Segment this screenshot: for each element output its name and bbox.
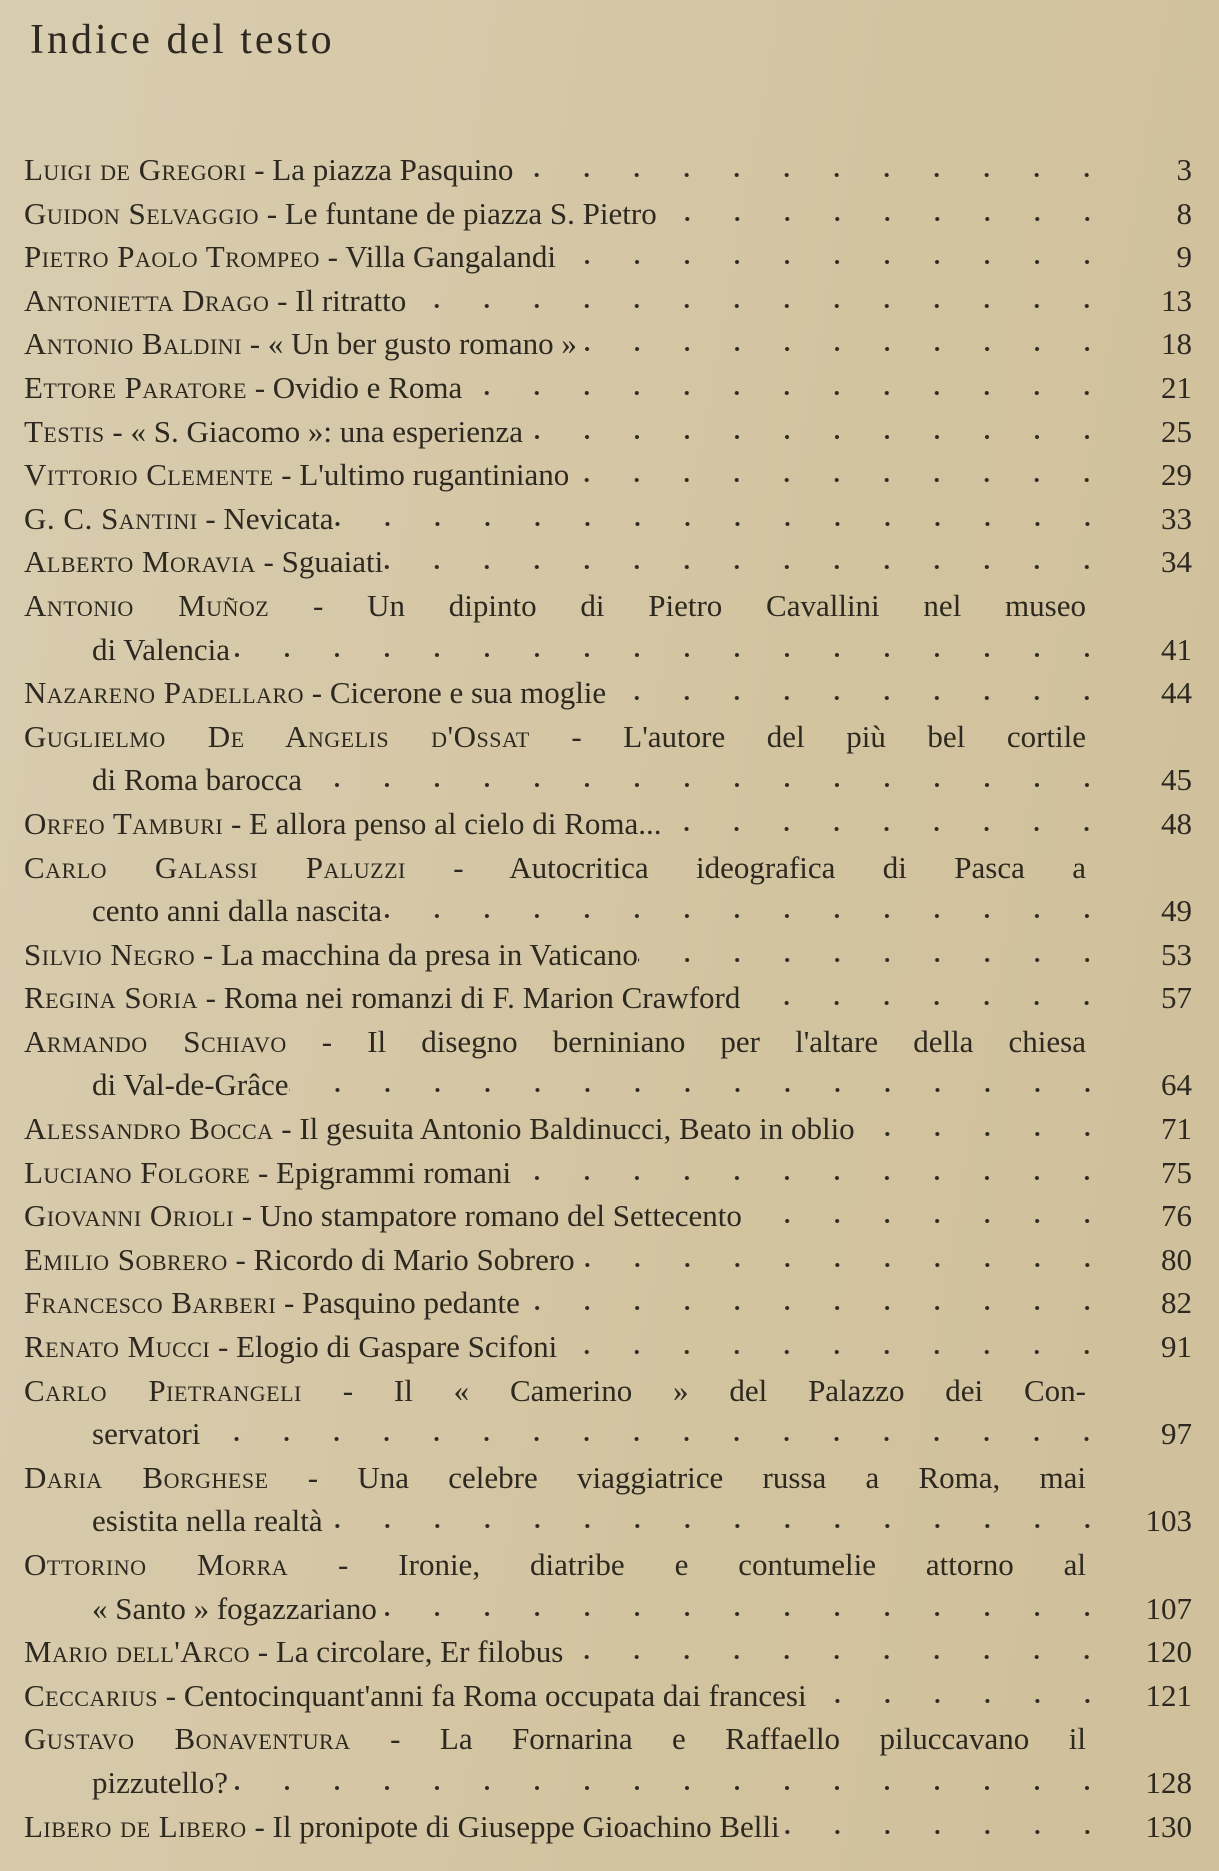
- separator: -: [268, 1459, 358, 1495]
- separator: -: [286, 1023, 368, 1059]
- entry-author: Testis: [24, 413, 105, 449]
- dot-leader: [302, 770, 1112, 790]
- entry-author: Luigi de Gregori: [24, 152, 247, 187]
- toc-entry: [24, 1543, 1192, 1587]
- toc-entry: [24, 802, 1192, 846]
- toc-entry: [24, 1456, 1192, 1500]
- entry-author: Mario dell'Arco: [24, 1634, 251, 1670]
- separator: -: [273, 1111, 300, 1147]
- separator: -: [529, 718, 624, 754]
- entry-heading: [24, 279, 406, 323]
- entry-author: G. C. Santini: [24, 500, 198, 536]
- page-number: 13: [1161, 282, 1192, 318]
- toc-entry: [24, 846, 1192, 890]
- entry-title: Il pronipote di Giuseppe Gioachino Belli: [272, 1808, 780, 1844]
- separator: -: [288, 1547, 399, 1582]
- toc-entry: [24, 1630, 1192, 1674]
- separator: -: [250, 1634, 276, 1670]
- entry-title: Autocritica ideografica di Pasca a: [509, 849, 1086, 885]
- toc-entry-continuation: [24, 1499, 1192, 1543]
- entry-author: Alessandro Bocca: [24, 1111, 274, 1147]
- entry-title-continuation: di Roma barocca: [92, 762, 303, 798]
- toc-entry: [24, 497, 1192, 541]
- dot-leader: [780, 1817, 1112, 1837]
- toc-entry: [24, 1238, 1192, 1282]
- entry-heading: [24, 453, 569, 497]
- entry-heading: [24, 540, 383, 584]
- toc-entry: [24, 1151, 1192, 1195]
- toc-entry: [24, 976, 1192, 1020]
- toc-entry: [24, 1674, 1192, 1718]
- toc-entry: [24, 1020, 1192, 1064]
- separator: -: [233, 1198, 260, 1234]
- separator: -: [227, 1241, 254, 1277]
- entry-title: Epigrammi romani: [276, 1154, 512, 1190]
- toc-entry: [24, 715, 1192, 759]
- entry-heading: [24, 1805, 780, 1849]
- entry-author: Renato Mucci: [24, 1329, 211, 1365]
- entry-heading: [24, 802, 661, 846]
- separator: -: [157, 1677, 184, 1713]
- separator: -: [246, 152, 273, 187]
- separator: -: [223, 805, 250, 841]
- toc-entry: [24, 148, 1192, 192]
- dot-leader: [657, 204, 1112, 224]
- dot-leader: [569, 465, 1112, 485]
- dot-leader: [557, 1337, 1112, 1357]
- page-number: 82: [1161, 1285, 1192, 1321]
- entry-author: Antonio Muñoz: [24, 587, 270, 623]
- entry-title: Pasquino pedante: [302, 1285, 520, 1321]
- entry-heading: [24, 1369, 1086, 1413]
- entry-author: Vittorio Clemente: [24, 457, 274, 493]
- page-number: 97: [1161, 1416, 1192, 1452]
- entry-author: Antonietta Drago: [24, 282, 270, 318]
- page-number: 57: [1161, 980, 1192, 1016]
- separator: -: [269, 282, 296, 318]
- entry-title: La macchina da presa in Vaticano: [220, 936, 638, 972]
- entry-author: Carlo Pietrangeli: [24, 1372, 302, 1408]
- entry-title-continuation: cento anni dalla nascita: [92, 893, 383, 929]
- entry-title: L'ultimo rugantiniano: [299, 457, 570, 493]
- toc-entry: [24, 584, 1192, 628]
- page-number: 44: [1161, 675, 1192, 711]
- toc-entry: [24, 279, 1192, 323]
- entry-author: Luciano Folgore: [24, 1154, 251, 1190]
- toc-entry-continuation: [24, 758, 1192, 802]
- separator: -: [301, 1372, 394, 1408]
- dot-leader: [807, 1686, 1112, 1706]
- toc-entry: [24, 410, 1192, 454]
- entry-author: Carlo Galassi Paluzzi: [24, 849, 406, 885]
- page-number: 18: [1161, 326, 1192, 362]
- entry-author: Orfeo Tamburi: [24, 805, 224, 841]
- toc-entry-continuation: [24, 628, 1192, 672]
- entry-heading: [24, 1456, 1086, 1500]
- toc-entry: [24, 322, 1192, 366]
- entry-title-continuation: pizzutello?: [92, 1764, 228, 1800]
- entry-author: Ceccarius: [24, 1677, 158, 1713]
- page-number: 121: [1145, 1677, 1192, 1713]
- toc-entry-continuation: [24, 1761, 1192, 1805]
- dot-leader: [556, 247, 1112, 267]
- entry-heading: [24, 584, 1086, 628]
- entry-title: Ricordo di Mario Sobrero: [253, 1241, 575, 1277]
- page-number: 91: [1161, 1329, 1192, 1365]
- entry-heading: [24, 1020, 1086, 1064]
- separator: -: [104, 413, 131, 449]
- entry-title: Il disegno berniniano per l'altare della chiesa: [367, 1023, 1086, 1059]
- dot-leader: [575, 1250, 1112, 1270]
- dot-leader: [406, 291, 1112, 311]
- table-of-contents: [24, 148, 1192, 1848]
- entry-title: Il « Camerino » del Palazzo dei Con-: [393, 1372, 1086, 1408]
- entry-heading: [24, 1630, 563, 1674]
- toc-entry: [24, 453, 1192, 497]
- entry-heading: [24, 148, 513, 192]
- entry-title-continuation: servatori: [92, 1416, 201, 1452]
- page-number: 34: [1161, 544, 1192, 580]
- entry-heading: [24, 192, 657, 236]
- entry-title: La piazza Pasquino: [272, 152, 514, 187]
- entry-title: Sguaiati: [281, 544, 384, 580]
- toc-entry: [24, 192, 1192, 236]
- entry-author: Giovanni Orioli: [24, 1198, 234, 1234]
- page-number: 103: [1145, 1503, 1192, 1539]
- separator: -: [405, 849, 510, 885]
- page-title: Indice del testo: [30, 17, 335, 63]
- entry-author: Daria Borghese: [24, 1459, 269, 1495]
- entry-author: Silvio Negro: [24, 936, 196, 972]
- dot-leader: [513, 160, 1112, 180]
- entry-title: La Fornarina e Raffaello piluccavano il: [439, 1721, 1086, 1757]
- page-number: 53: [1161, 936, 1192, 972]
- separator: -: [259, 195, 285, 231]
- entry-heading: [24, 1674, 807, 1718]
- toc-entry: [24, 1281, 1192, 1325]
- entry-heading: [24, 322, 577, 366]
- entry-title: La circolare, Er filobus: [275, 1634, 564, 1670]
- entry-heading: [24, 235, 556, 279]
- entry-title: Una celebre viaggiatrice russa a Roma, mai: [357, 1459, 1086, 1495]
- page-number: 128: [1145, 1764, 1192, 1800]
- entry-author: Guglielmo De Angelis d'Ossat: [24, 718, 530, 754]
- dot-leader: [462, 378, 1112, 398]
- entry-heading: [24, 1151, 511, 1195]
- entry-title-continuation: di Val-de-Grâce: [92, 1067, 289, 1103]
- page-number: 33: [1161, 500, 1192, 536]
- entry-title: Villa Gangalandi: [345, 239, 556, 275]
- entry-heading: [24, 933, 638, 977]
- dot-leader: [382, 901, 1112, 921]
- dot-leader: [228, 1773, 1112, 1793]
- separator: -: [255, 544, 282, 580]
- entry-title: Il ritratto: [295, 282, 407, 318]
- toc-entry: [24, 540, 1192, 584]
- dot-leader: [520, 1293, 1112, 1313]
- entry-heading: [24, 1717, 1086, 1761]
- page-number: 76: [1161, 1198, 1192, 1234]
- toc-entry-continuation: [24, 1412, 1192, 1456]
- separator: -: [276, 1285, 303, 1321]
- dot-leader: [383, 552, 1112, 572]
- separator: -: [304, 675, 330, 711]
- dot-leader: [377, 1599, 1112, 1619]
- separator: -: [319, 239, 346, 275]
- separator: -: [197, 980, 224, 1016]
- entry-title: Cicerone e sua moglie: [329, 675, 607, 711]
- entry-author: Gustavo Bonaventura: [24, 1721, 351, 1757]
- toc-entry: [24, 1107, 1192, 1151]
- toc-entry-continuation: [24, 889, 1192, 933]
- dot-leader: [289, 1075, 1112, 1095]
- page-number: 107: [1145, 1590, 1192, 1626]
- page-number: 8: [1176, 195, 1192, 231]
- entry-title: « S. Giacomo »: una esperienza: [130, 413, 523, 449]
- entry-author: Pietro Paolo Trompeo: [24, 239, 320, 275]
- page-number: 9: [1176, 239, 1192, 275]
- page-number: 120: [1145, 1634, 1192, 1670]
- toc-entry: [24, 671, 1192, 715]
- toc-entry: [24, 1717, 1192, 1761]
- page-number: 75: [1161, 1154, 1192, 1190]
- entry-title: Ovidio e Roma: [272, 369, 463, 405]
- page-number: 71: [1161, 1111, 1192, 1147]
- entry-heading: [24, 1281, 520, 1325]
- entry-author: Regina Soria: [24, 980, 198, 1016]
- entry-title-continuation: di Valencia: [92, 631, 231, 667]
- entry-heading: [24, 1543, 1086, 1587]
- entry-title: Roma nei romanzi di F. Marion Crawford: [223, 980, 741, 1016]
- page-number: 25: [1161, 413, 1192, 449]
- toc-entry: [24, 1369, 1192, 1413]
- page-number: 64: [1161, 1067, 1192, 1103]
- dot-leader: [563, 1642, 1112, 1662]
- dot-leader: [740, 988, 1112, 1008]
- entry-heading: [24, 846, 1086, 890]
- page-number: 29: [1161, 457, 1192, 493]
- entry-heading: [24, 410, 523, 454]
- page-number: 49: [1161, 893, 1192, 929]
- separator: -: [250, 1154, 277, 1190]
- entry-author: Nazareno Padellaro: [24, 675, 305, 711]
- toc-entry: [24, 1194, 1192, 1238]
- dot-leader: [638, 945, 1112, 965]
- page-number: 3: [1176, 152, 1192, 187]
- entry-author: Ettore Paratore: [24, 369, 247, 405]
- dot-leader: [577, 334, 1112, 354]
- separator: -: [242, 326, 268, 362]
- separator: -: [273, 457, 300, 493]
- separator: -: [195, 936, 221, 972]
- page-number: 80: [1161, 1241, 1192, 1277]
- page-number: 45: [1161, 762, 1192, 798]
- dot-leader: [323, 1511, 1112, 1531]
- entry-heading: [24, 671, 606, 715]
- separator: -: [350, 1721, 440, 1757]
- entry-heading: [24, 715, 1086, 759]
- entry-author: Francesco Barberi: [24, 1285, 277, 1321]
- toc-entry: [24, 1805, 1192, 1849]
- entry-heading: [24, 1238, 575, 1282]
- toc-entry: [24, 933, 1192, 977]
- toc-entry-continuation: [24, 1063, 1192, 1107]
- separator: -: [197, 500, 224, 536]
- separator: -: [246, 369, 273, 405]
- dot-leader: [855, 1119, 1112, 1139]
- entry-title: Uno stampatore romano del Settecento: [259, 1198, 742, 1234]
- dot-leader: [230, 640, 1112, 660]
- entry-title: Elogio di Gaspare Scifoni: [236, 1329, 558, 1365]
- entry-title: E allora penso al cielo di Roma...: [249, 805, 662, 841]
- entry-author: Emilio Sobrero: [24, 1241, 228, 1277]
- entry-author: Armando Schiavo: [24, 1023, 287, 1059]
- entry-author: Guidon Selvaggio: [24, 195, 260, 231]
- entry-heading: [24, 497, 334, 541]
- entry-title: Le funtane de piazza S. Pietro: [284, 195, 657, 231]
- entry-author: Libero de Libero: [24, 1808, 247, 1844]
- entry-title: Ironie, diatribe e contumelie attorno al: [398, 1547, 1086, 1582]
- entry-heading: [24, 1325, 557, 1369]
- dot-leader: [661, 814, 1112, 834]
- entry-title: Un dipinto di Pietro Cavallini nel museo: [367, 587, 1086, 623]
- entry-title: Centocinquant'anni fa Roma occupata dai francesi: [183, 1677, 807, 1713]
- entry-title: « Un ber gusto romano »: [267, 326, 577, 362]
- dot-leader: [742, 1206, 1112, 1226]
- toc-entry: [24, 1325, 1192, 1369]
- toc-entry: [24, 235, 1192, 279]
- entry-heading: [24, 976, 740, 1020]
- entry-author: Ottorino Morra: [24, 1547, 289, 1582]
- entry-heading: [24, 1107, 855, 1151]
- toc-entry-continuation: [24, 1587, 1192, 1631]
- dot-leader: [606, 683, 1112, 703]
- page-number: 41: [1161, 631, 1192, 667]
- page-number: 48: [1161, 805, 1192, 841]
- page-number: 21: [1161, 369, 1192, 405]
- dot-leader: [334, 509, 1112, 529]
- entry-title: Nevicata: [223, 500, 334, 536]
- dot-leader: [200, 1424, 1112, 1444]
- separator: -: [269, 587, 368, 623]
- entry-author: Alberto Moravia: [24, 544, 256, 580]
- separator: -: [246, 1808, 273, 1844]
- entry-author: Antonio Baldini: [24, 326, 242, 362]
- dot-leader: [511, 1163, 1112, 1183]
- entry-title-continuation: « Santo » fogazzariano: [92, 1590, 377, 1626]
- entry-heading: [24, 1194, 742, 1238]
- entry-title-continuation: esistita nella realtà: [92, 1503, 323, 1539]
- toc-entry: [24, 366, 1192, 410]
- separator: -: [210, 1329, 237, 1365]
- entry-heading: [24, 366, 462, 410]
- entry-title: L'autore del più bel cortile: [623, 718, 1086, 754]
- dot-leader: [523, 422, 1112, 442]
- page-number: 130: [1145, 1808, 1192, 1844]
- entry-title: Il gesuita Antonio Baldinucci, Beato in oblio: [299, 1111, 855, 1147]
